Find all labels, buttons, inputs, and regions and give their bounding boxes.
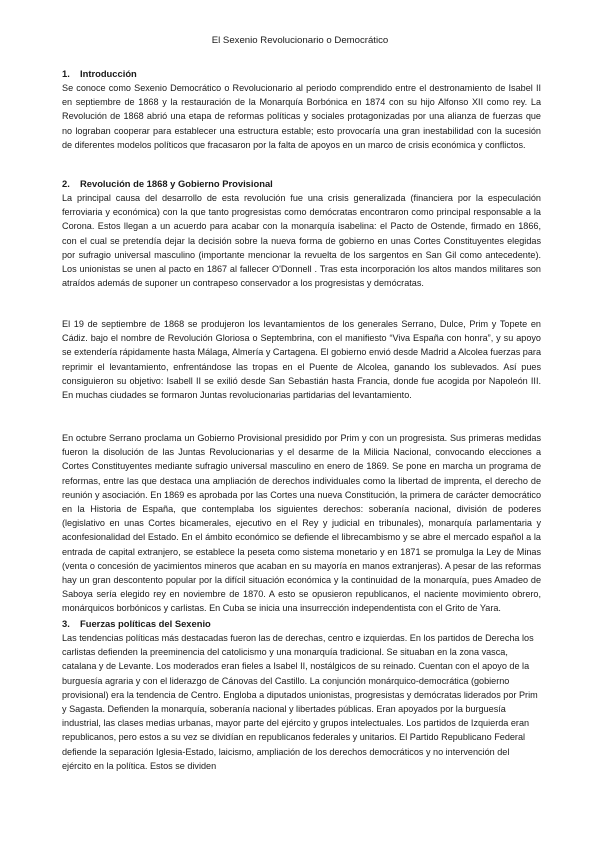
document-title: El Sexenio Revolucionario o Democrático	[211, 35, 389, 46]
section-number: 1.	[62, 68, 70, 79]
section-number: 3.	[62, 618, 70, 629]
section-title: Introducción	[80, 68, 137, 79]
section-number: 2.	[62, 178, 70, 189]
section-heading-revolucion-1868	[62, 177, 273, 191]
section-heading-introduccion	[62, 67, 137, 81]
section-title: Revolución de 1868 y Gobierno Provisional	[80, 178, 273, 189]
section-heading-fuerzas-politicas	[62, 617, 211, 631]
paragraph: El 19 de septiembre de 1868 se produjeron los levantamientos de los generales Serrano, Dulce, Prim y Topete en Cádiz. bajo el nombre de Revolución Gloriosa o Septembrina, con el manifiesto “Viva España con honra”, y su apoyo se extendería rápidamente hasta Málaga, Almería y Cartagena. El gobierno envió desde Madrid a Alcolea fuerzas para reprimir el levantamiento, enfrentándose las tropas en el Puente de Alcolea, ganando los sublevados. Así pues consiguieron su objetivo: Isabell II se exilió desde San Sebastián hasta Francia, donde fue acogida por Napoleón III. En muchas ciudades se formaron Juntas revolucionarias partidarias del levantamiento.	[62, 319, 541, 401]
paragraph: En octubre Serrano proclama un Gobierno Provisional presidido por Prim y con un progresista. Sus primeras medidas fueron la disolución de las Juntas Revolucionarias y el desarme de la Milicia Nacional, convocando elecciones a Cortes Constituyentes mediante sufragio universal masculino en enero de 1869. Se pone en marcha un programa de reformas, entre las que destaca una ampliación de derechos individuales como la libertad de imprenta, el derecho de reunión y asociación. En 1869 es aprobada por las Cortes una nueva Constitución, la primera de carácter democrático en la Historia de España, que contemplaba los siguientes derechos: soberanía nacional, división de poderes (legislativo en unas Cortes bicamerales, ejecutivo en el Rey y judicial en tribunales), monarquía parlamentaria y aconfesionalidad del Estado. En el ámbito económico se defiende el librecambismo y se abre el mercado español a la entrada de capital extranjero, se establece la peseta como sistema monetario y en 1871 se promulga la Ley de Minas (venta o concesión de yacimientos mineros que acaban en su mayoría en manos extranjeras). A pesar de las reformas hay un gran descontento popular por la difícil situación económica y la continuidad de la monarquía, pues Amadeo de Saboya sería elegido rey en noviembre de 1870. A esto se opusieron republicanos, el naciente movimiento obrero, monárquicos borbónicos y carlistas. En Cuba se inicia una insurrección independentista con el Grito de Yara.	[62, 433, 541, 614]
section-title: Fuerzas políticas del Sexenio	[80, 618, 211, 629]
paragraph: Se conoce como Sexenio Democrático o Revolucionario al periodo comprendido entre el destronamiento de Isabel II en septiembre de 1868 y la restauración de la Monarquía Borbónica en 1874 con su hijo Alfonso XII como rey. La Revolución de 1868 abrió una etapa de reformas políticas y sociales protagonizadas por una alianza de fuerzas que no lograban cooperar para establecer una estructura estable; esto provocaría una gran inestabilidad con la sucesión de diferentes modelos políticos que fracasaron por la falta de apoyos en un marco de crisis económica y conflictos.	[62, 83, 541, 150]
paragraph: La principal causa del desarrollo de esta revolución fue una crisis generalizada (financiera por la especulación ferroviaria y económica) con la que tanto progresistas como demócratas encontraron como principal responsable a la Corona. Estos llegan a un acuerdo para acabar con la monarquía isabelina: el Pacto de Ostende, firmado en 1866, con el cual se pretendía dejar la decisión sobre la nueva forma de gobierno en unas Cortes Constituyentes elegidas por sufragio universal masculino (importante mencionar la revuelta de los sargentos en San Gil como antecedente). Los unionistas se unen al pacto en 1867 al fallecer O'Donnell . Tras esta incorporación los altos mandos militares son atraídos además de suponer un contrapeso conservador a los progresistas y demócratas.	[62, 193, 541, 289]
paragraph: Las tendencias políticas más destacadas fueron las de derechas, centro e izquierdas. En los partidos de Derecha los carlistas defienden la preeminencia del catolicismo y una monarquía tradicional. Se situaban en la zona vasca, catalana y de Levante. Los moderados eran fieles a Isabel II, nostálgicos de su reinado. Cuentan con el apoyo de la burguesía agraria y con el liderazgo de Cánovas del Castillo. La conjunción monárquico-democrática (gobierno provisional) era la tendencia de Centro. Engloba a diputados unionistas, progresistas y demócratas liderados por Prim y Sagasta. Defienden la monarquía, soberanía nacional y libertades públicas. Eran apoyados por la burguesía industrial, las clases medias urbanas, mayor parte del ejército y grupos intelectuales. Los partidos de Izquierda eran republicanos, pero estos a su vez se dividían en republicanos federales y unitarios. El Partido Republicano Federal defiende la separación Iglesia-Estado, laicismo, ampliación de los derechos democráticos y no intervención del ejército en la política. Estos se dividen	[62, 633, 538, 771]
